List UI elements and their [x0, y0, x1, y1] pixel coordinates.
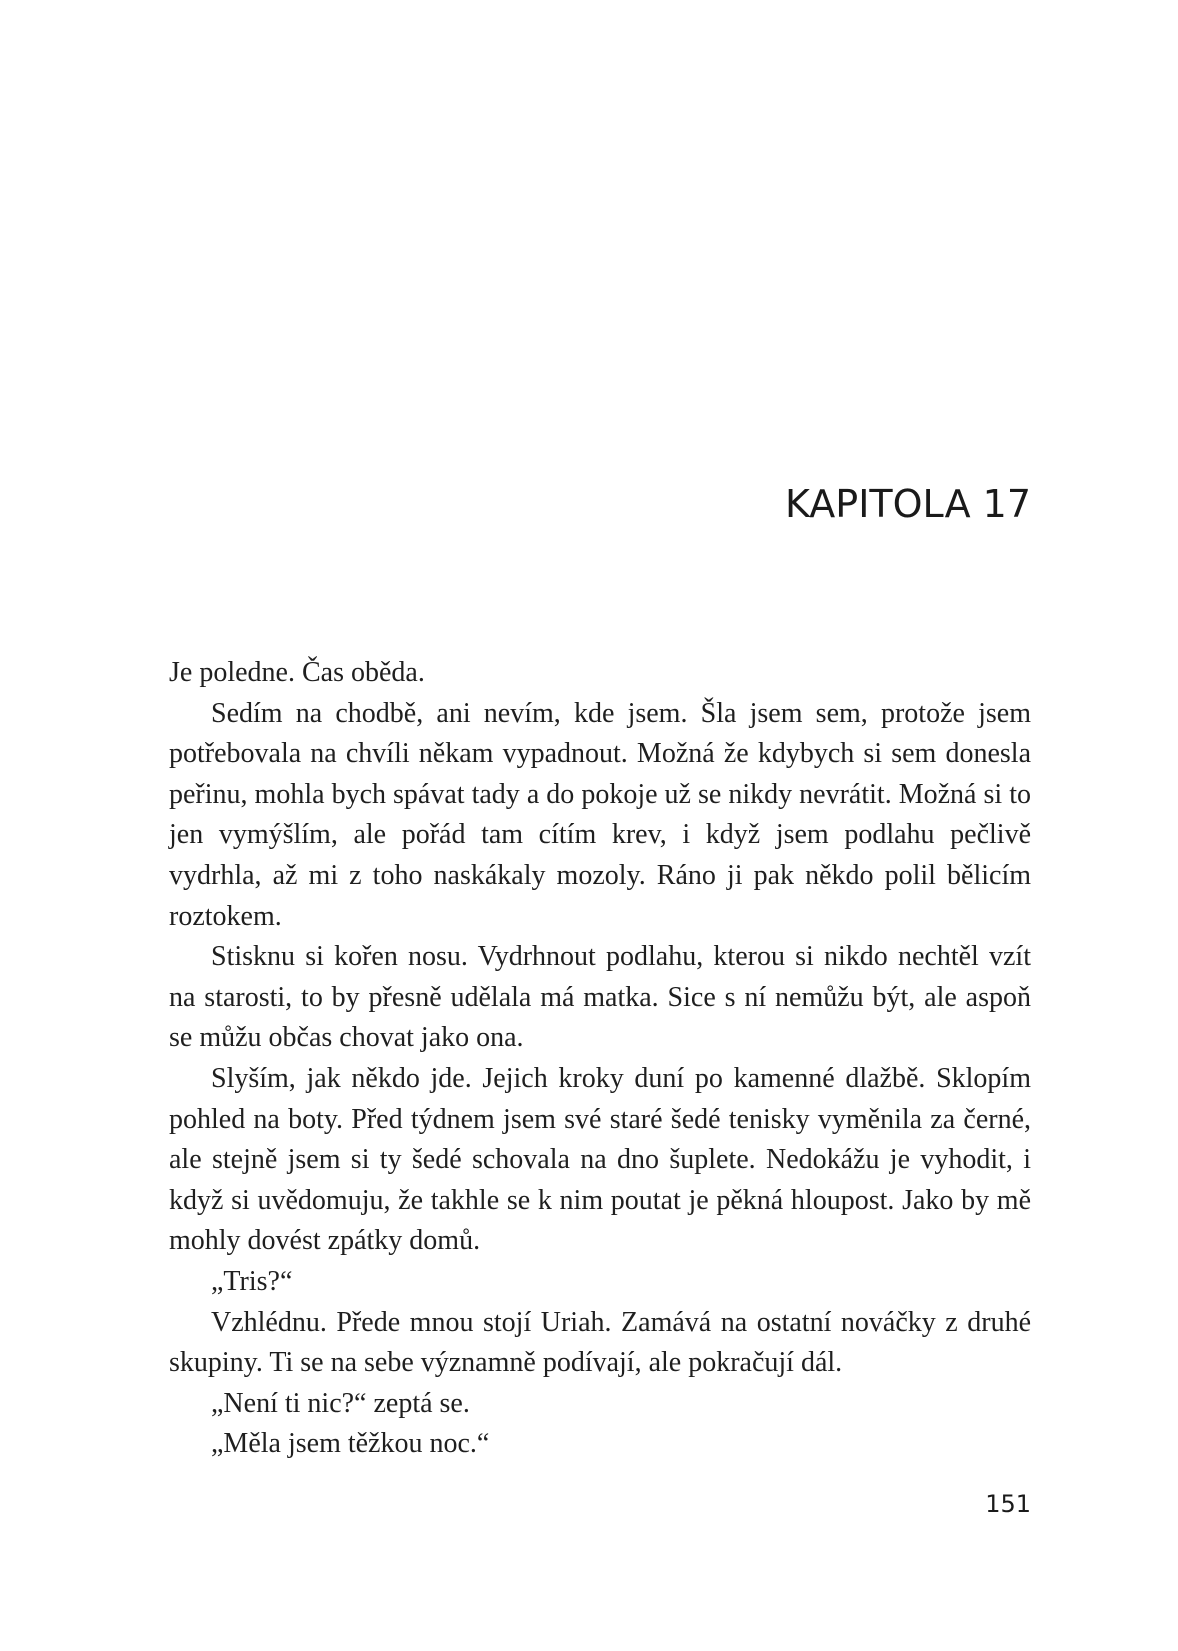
- chapter-title: KAPITOLA 17: [785, 482, 1031, 526]
- paragraph: Stisknu si kořen nosu. Vydrhnout podlahu, kterou si nikdo nechtěl vzít na starosti, to by přesně udělala má matka. Sice s ní nemůžu být, ale aspoň se můžu občas chovat jako ona.: [169, 941, 1031, 1054]
- chapter-body: [169, 653, 1031, 1465]
- dialogue-line: „Tris?“: [211, 1265, 293, 1297]
- dialogue-line: „Měla jsem těžkou noc.“: [211, 1428, 490, 1460]
- page-number: 151: [985, 1490, 1031, 1518]
- paragraph: Slyším, jak někdo jde. Jejich kroky duní po kamenné dlažbě. Sklopím pohled na boty. Před týdnem jsem své staré šedé tenisky vyměnila za černé, ale stejně jsem si ty šedé schovala na dno šuplete. Nedokážu je vyhodit, i když si uvědomuju, že takhle se k nim poutat je pěkná hloupost. Jako by mě mohly dovést zpátky domů.: [169, 1062, 1031, 1257]
- dialogue-line: „Není ti nic?“ zeptá se.: [211, 1387, 470, 1419]
- paragraph: Sedím na chodbě, ani nevím, kde jsem. Šla jsem sem, protože jsem potřebovala na chvíli někam vypadnout. Možná že kdybych si sem donesla peřinu, mohla bych spávat tady a do pokoje už se nikdy nevrátit. Možná si to jen vymýšlím, ale pořád tam cítím krev, i když jsem podlahu pečlivě vydrhla, až mi z toho naskákaly mozoly. Ráno ji pak někdo polil bělicím roztokem.: [169, 697, 1031, 932]
- paragraph: Vzhlédnu. Přede mnou stojí Uriah. Zamává na ostatní nováčky z druhé skupiny. Ti se na sebe významně podívají, ale pokračují dál.: [169, 1306, 1031, 1379]
- paragraph: Je poledne. Čas oběda.: [169, 657, 425, 688]
